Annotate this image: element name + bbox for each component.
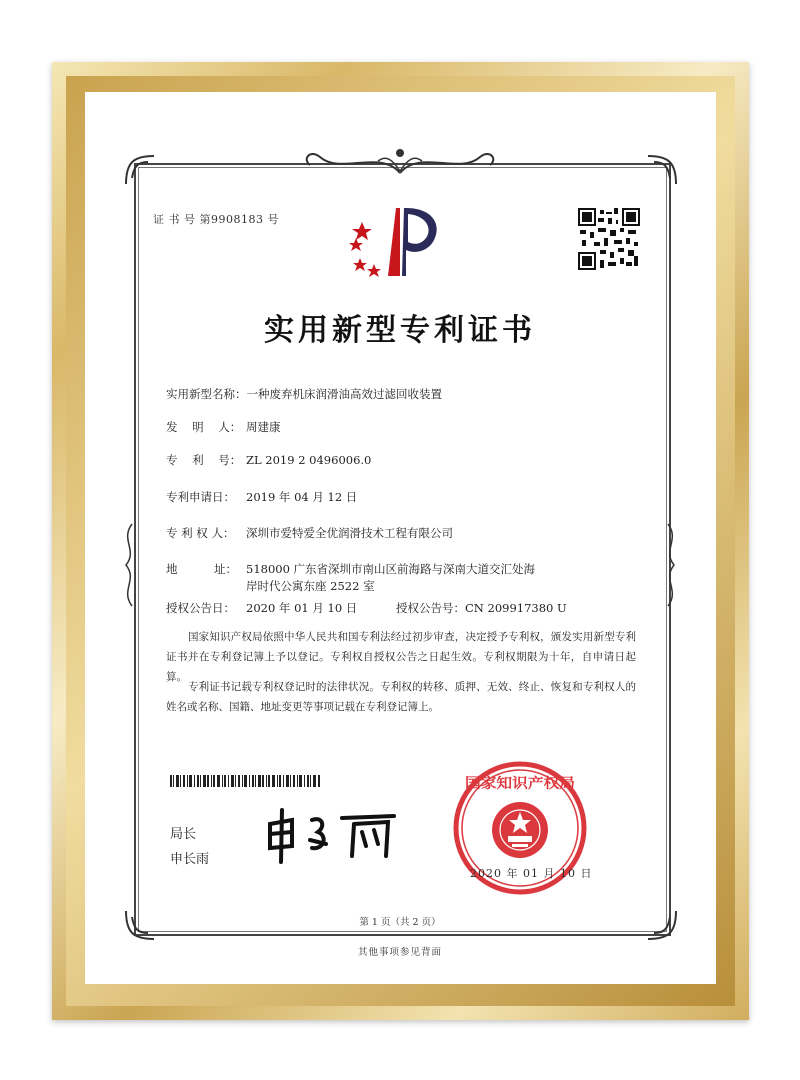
field-label: 授权公告号： <box>396 601 465 615</box>
top-ornament <box>300 145 500 177</box>
page-number: 第 1 页（共 2 页） <box>359 917 441 928</box>
field-value: 一种废弃机床润滑油高效过滤回收装置 <box>246 387 442 401</box>
field-announce-number <box>396 600 567 616</box>
field-announce-date <box>166 600 357 616</box>
field-inventor <box>166 419 281 435</box>
seal-date: 2020 年 01 月 10 日 <box>470 867 593 880</box>
field-label: 发 明 人： <box>166 420 242 434</box>
field-patent-number <box>166 452 371 468</box>
field-utility-model-name <box>166 386 442 402</box>
field-value: ZL 2019 2 0496006.0 <box>246 453 372 467</box>
patent-logo-icon <box>348 204 444 282</box>
field-value: 周建康 <box>246 420 281 434</box>
legal-status-paragraph: 专利证书记载专利权登记时的法律状况。专利权的转移、质押、无效、终止、恢复和专利权人的姓名或名称、国籍、地址变更等事项记载在专利登记簿上。 <box>166 681 636 713</box>
field-label: 专 利 权 人： <box>166 526 235 540</box>
seal-text: 国家知识产权局 <box>465 776 563 792</box>
field-value: 2019 年 04 月 12 日 <box>246 490 358 504</box>
grant-paragraph: 国家知识产权局依照中华人民共和国专利法经过初步审查，决定授予专利权，颁发实用新型专利证书并在专利登记簿上予以登记。专利权自授权公告之日起生效。专利权期限为十年，自申请日起算。 <box>166 631 636 683</box>
field-value: CN 209917380 U <box>465 601 567 615</box>
field-value: 2020 年 01 月 10 日 <box>246 601 358 615</box>
field-label: 实用新型名称： <box>166 387 247 401</box>
field-label: 专 利 号： <box>166 453 242 467</box>
field-address-line2: 岸时代公寓东座 2522 室 <box>246 579 375 593</box>
field-value: 518000 广东省深圳市南山区前海路与深南大道交汇处海 <box>246 562 536 576</box>
corner-ornament-tr <box>642 150 682 190</box>
footer-note: 其他事项参见背面 <box>357 947 442 958</box>
barcode-icon <box>170 775 322 787</box>
certificate-title: 实用新型专利证书 <box>264 313 536 348</box>
certificate-number: 证 书 号 第9908183 号 <box>153 213 279 226</box>
handwritten-signature <box>262 806 402 866</box>
field-filing-date <box>166 489 357 505</box>
side-ornament-right <box>660 520 682 610</box>
field-label: 授权公告日： <box>166 601 235 615</box>
director-title: 局长 <box>170 827 197 842</box>
field-label: 专利申请日： <box>166 490 235 504</box>
field-label: 地 址： <box>166 562 238 576</box>
qr-code-icon <box>578 208 640 270</box>
field-value: 深圳市爱特爱全优润滑技术工程有限公司 <box>246 526 453 540</box>
side-ornament-left <box>118 520 140 610</box>
field-address <box>166 561 535 577</box>
director-name: 申长雨 <box>170 852 210 867</box>
corner-ornament-tl <box>120 150 160 190</box>
field-patentee <box>166 525 453 541</box>
